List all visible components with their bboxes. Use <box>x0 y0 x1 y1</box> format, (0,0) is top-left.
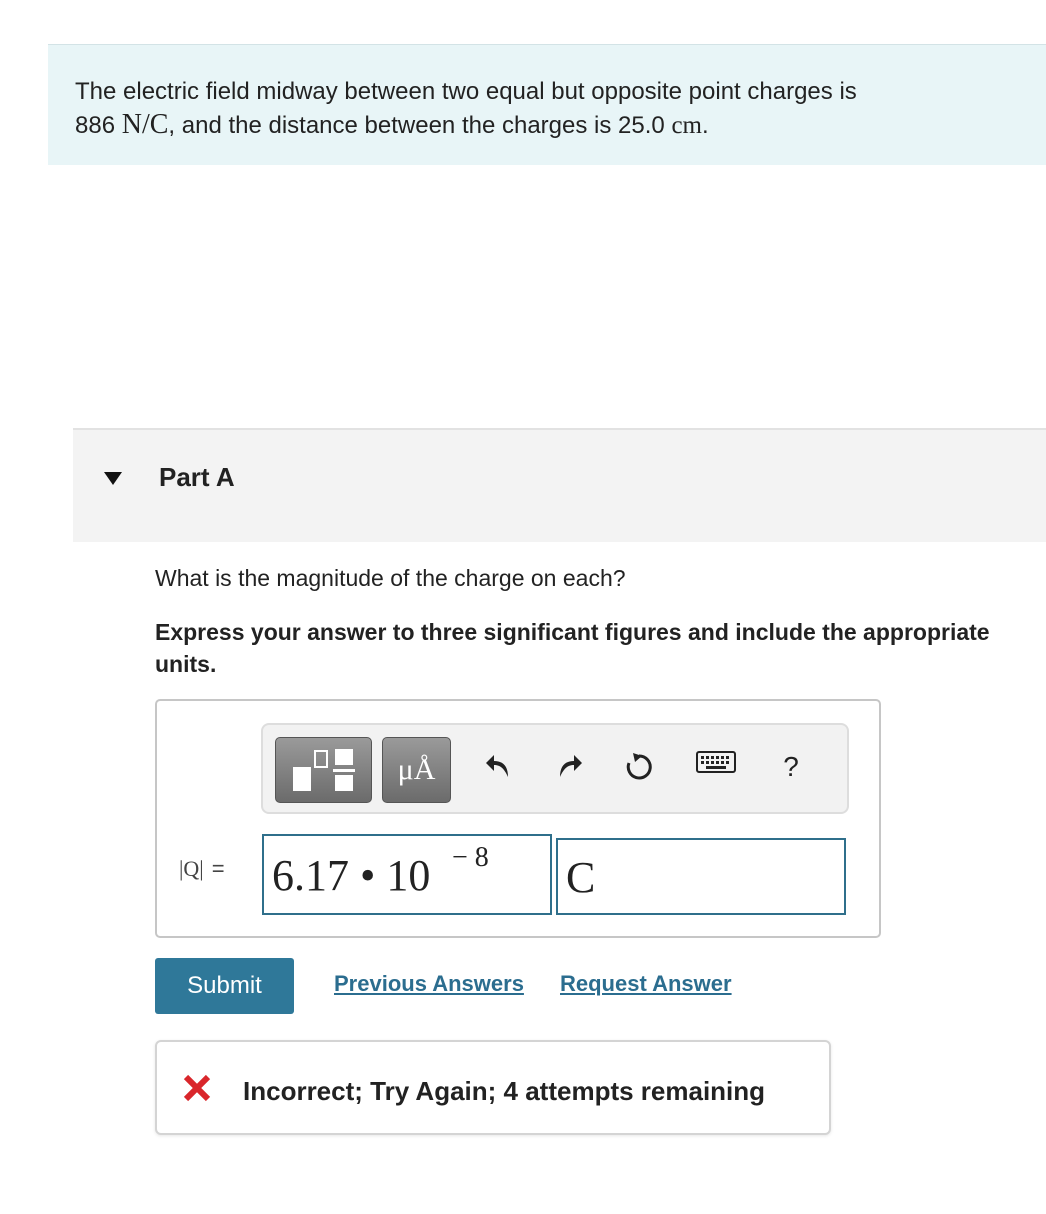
exponent-text: − 8 <box>452 842 489 873</box>
error-x-icon <box>182 1073 212 1103</box>
value-text: 6.17 • 10 <box>272 851 431 900</box>
distance-value: 25.0 <box>618 112 665 139</box>
request-answer-link[interactable]: Request Answer <box>560 971 732 996</box>
reset-icon[interactable] <box>619 751 659 783</box>
distance-unit: cm <box>671 112 702 139</box>
answer-box <box>155 699 881 938</box>
collapse-triangle-icon[interactable] <box>104 472 122 485</box>
units-button[interactable]: μÅ <box>382 737 451 803</box>
part-a-header[interactable] <box>73 428 1046 542</box>
field-unit: N/C <box>121 109 169 140</box>
feedback-box <box>155 1040 831 1135</box>
keyboard-icon[interactable] <box>693 751 739 773</box>
problem-text: The electric field midway between two equal but opposite point charges is 886 N/C, and the distance between the charges is 25.0 cm. <box>75 78 857 140</box>
math-toolbar <box>261 723 849 814</box>
problem-statement <box>48 44 1046 165</box>
templates-icon <box>289 745 359 795</box>
feedback-message: Incorrect; Try Again; 4 attempts remaining <box>243 1076 766 1106</box>
units-text: C <box>566 853 596 902</box>
redo-icon[interactable] <box>549 751 589 781</box>
units-input[interactable] <box>556 838 846 915</box>
part-title: Part A <box>159 462 235 492</box>
field-value: 886 <box>75 112 116 139</box>
question-text: What is the magnitude of the charge on each? <box>155 565 626 591</box>
value-input[interactable] <box>262 834 552 915</box>
help-icon[interactable]: ? <box>783 751 799 782</box>
answer-instructions: Express your answer to three significant figures and include the appropriate units. <box>155 619 990 677</box>
templates-button[interactable] <box>275 737 372 803</box>
undo-icon[interactable] <box>479 751 519 781</box>
variable-label: |Q| = <box>179 856 225 881</box>
previous-answers-link[interactable]: Previous Answers <box>334 971 524 996</box>
submit-button[interactable]: Submit <box>155 958 294 1014</box>
